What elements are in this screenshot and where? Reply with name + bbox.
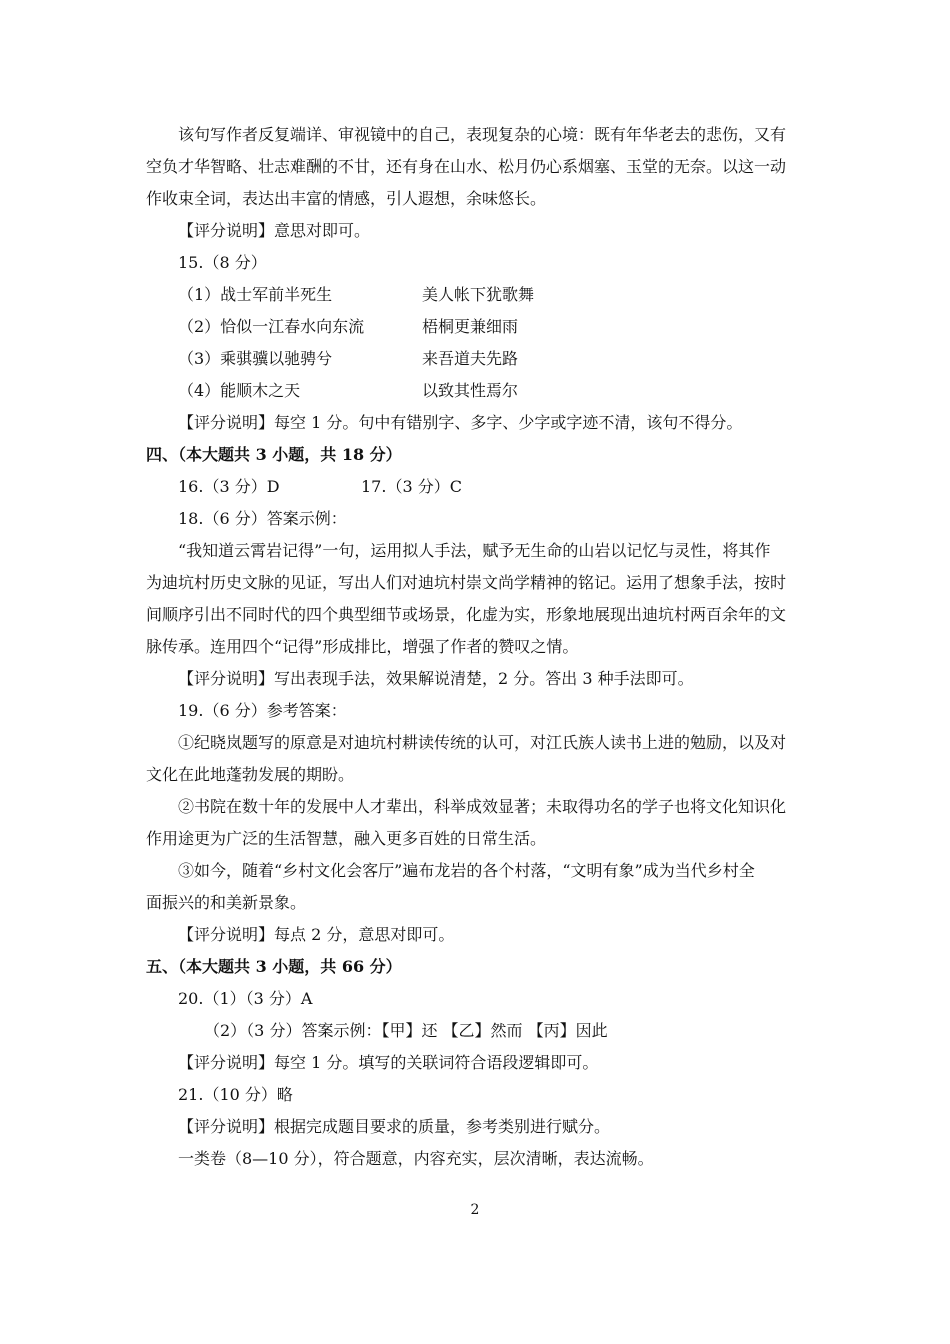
answer-left: （3）乘骐骥以驰骋兮 — [178, 349, 333, 368]
answer-pair — [178, 316, 658, 338]
scoring-note: 【评分说明】写出表现手法，效果解说清楚，2 分。答出 3 种手法即可。 — [178, 669, 694, 688]
answer-q17: 17.（3 分）C — [361, 477, 462, 496]
paragraph-line: 文化在此地蓬勃发展的期盼。 — [146, 765, 355, 784]
question-header: 19.（6 分）参考答案： — [178, 701, 347, 720]
section-heading: 五、（本大题共 3 小题，共 66 分） — [146, 957, 402, 976]
answer-right: 来吾道夫先路 — [422, 349, 519, 368]
answer-pair — [178, 284, 658, 306]
paragraph-line: 空负才华智略、壮志难酬的不甘，还有身在山水、松月仍心系烟塞、玉堂的无奈。以这一动 — [146, 157, 787, 176]
paragraph-line: 作用途更为广泛的生活智慧，融入更多百姓的日常生活。 — [146, 829, 547, 848]
answer-left: （2）恰似一江春水向东流 — [178, 317, 365, 336]
scoring-note: 【评分说明】根据完成题目要求的质量，参考类别进行赋分。 — [178, 1117, 611, 1136]
paragraph-line: 为迪坑村历史文脉的见证，写出人们对迪坑村崇文尚学精神的铭记。运用了想象手法，按时 — [146, 573, 787, 592]
grading-tier: 一类卷（8—10 分），符合题意，内容充实，层次清晰，表达流畅。 — [178, 1149, 654, 1168]
scoring-note: 【评分说明】每点 2 分，意思对即可。 — [178, 925, 455, 944]
paragraph-line: ①纪晓岚题写的原意是对迪坑村耕读传统的认可，对江氏族人读书上进的勉励，以及对 — [178, 733, 787, 752]
answer-q16: 16.（3 分）D — [178, 477, 280, 496]
paragraph-line: 作收束全词，表达出丰富的情感，引人遐想，余味悠长。 — [146, 189, 547, 208]
answer-q20-2: （2）（3 分）答案示例：【甲】还 【乙】然而 【丙】因此 — [204, 1021, 608, 1040]
answer-pair — [178, 380, 658, 402]
section-heading: 四、（本大题共 3 小题，共 18 分） — [146, 445, 402, 464]
paragraph-line: 该句写作者反复端详、审视镜中的自己，表现复杂的心境：既有年华老去的悲伤，又有 — [178, 125, 787, 144]
paragraph-line: 面振兴的和美新景象。 — [146, 893, 307, 912]
paragraph-line: “我知道云霄岩记得”一句，运用拟人手法，赋予无生命的山岩以记忆与灵性，将其作 — [178, 541, 771, 560]
answer-left: （1）战士军前半死生 — [178, 285, 333, 304]
question-header: 18.（6 分）答案示例： — [178, 509, 347, 528]
answer-left: （4）能顺木之天 — [178, 381, 301, 400]
answer-right: 美人帐下犹歌舞 — [422, 285, 535, 304]
answer-q20-1: 20.（1）（3 分）A — [178, 989, 313, 1008]
answer-right: 梧桐更兼细雨 — [422, 317, 519, 336]
scoring-note: 【评分说明】意思对即可。 — [178, 221, 371, 240]
page-number: 2 — [470, 1202, 480, 1218]
paragraph-line: 间顺序引出不同时代的四个典型细节或场景，化虚为实，形象地展现出迪坑村两百余年的文 — [146, 605, 787, 624]
paragraph-line: ②书院在数十年的发展中人才辈出，科举成效显著；未取得功名的学子也将文化知识化 — [178, 797, 787, 816]
answer-right: 以致其性焉尔 — [422, 381, 519, 400]
answer-pair — [178, 348, 658, 370]
scoring-note: 【评分说明】每空 1 分。句中有错别字、多字、少字或字迹不清，该句不得分。 — [178, 413, 743, 432]
answer-q21: 21.（10 分）略 — [178, 1085, 293, 1104]
paragraph-line: 脉传承。连用四个“记得”形成排比，增强了作者的赞叹之情。 — [146, 637, 579, 656]
paragraph-line: ③如今，随着“乡村文化会客厅”遍布龙岩的各个村落，“文明有象”成为当代乡村全 — [178, 861, 755, 880]
question-header: 15.（8 分） — [178, 253, 267, 272]
scoring-note: 【评分说明】每空 1 分。填写的关联词符合语段逻辑即可。 — [178, 1053, 599, 1072]
